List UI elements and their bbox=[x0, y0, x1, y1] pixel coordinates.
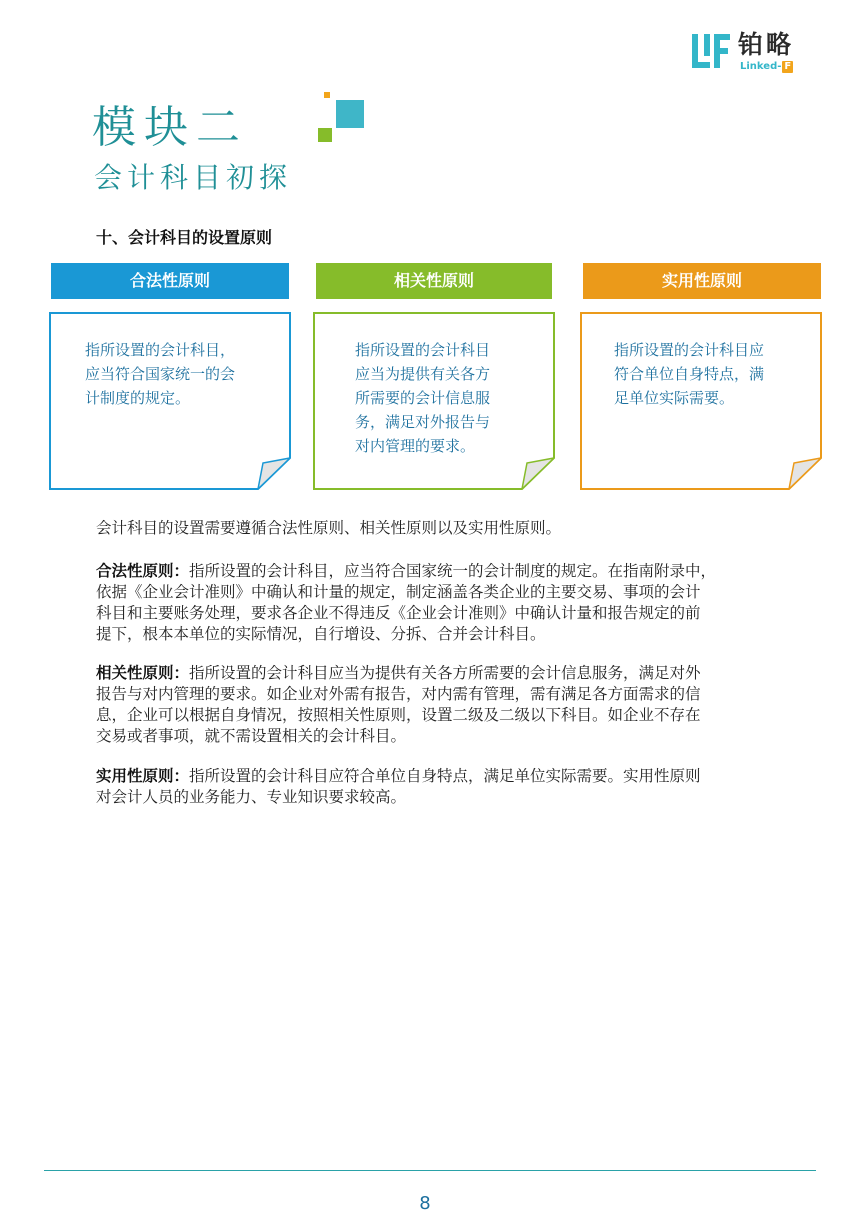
card-line: 足单位实际需要。 bbox=[614, 389, 735, 407]
logo-name-cn: 铂略 bbox=[738, 30, 795, 59]
practicality-card-text bbox=[614, 338, 764, 410]
relevance-paragraph bbox=[96, 663, 786, 747]
paragraph-line: 指所设置的会计科目应符合单位自身特点，满足单位实际需要。实用性原则 bbox=[189, 767, 701, 785]
card-line: 指所设置的会计科目， bbox=[85, 341, 236, 359]
card-line: 计制度的规定。 bbox=[85, 389, 191, 407]
footer-divider bbox=[44, 1170, 816, 1171]
section-heading: 十、会计科目的设置原则 bbox=[96, 228, 273, 247]
paragraph-line: 依据《企业会计准则》中确认和计量的规定，制定涵盖各类企业的主要交易、事项的会计 bbox=[96, 583, 701, 601]
paragraph-line: 息，企业可以根据自身情况，按照相关性原则，设置二级及二级以下科目。如企业不存在 bbox=[96, 706, 701, 724]
card-line: 符合单位自身特点，满 bbox=[614, 365, 765, 383]
page-number: 8 bbox=[419, 1193, 431, 1214]
card-line: 应当符合国家统一的会 bbox=[85, 365, 236, 383]
paragraph-line: 交易或者事项，就不需设置相关的会计科目。 bbox=[96, 727, 407, 745]
paragraph-line: 报告与对内管理的要求。如企业对外需有报告，对内需有管理，需有满足各方面需求的信 bbox=[96, 685, 701, 703]
paragraph-line: 科目和主要账务处理，要求各企业不得违反《企业会计准则》中确认计量和报告规定的前 bbox=[96, 604, 701, 622]
relevance-card-text bbox=[355, 338, 490, 458]
card-line: 应当为提供有关各方 bbox=[355, 365, 491, 383]
brand-logo bbox=[690, 28, 820, 78]
legality-header: 合法性原则 bbox=[51, 263, 289, 299]
paragraph-line: 提下，根本本单位的实际情况，自行增设、分拆、合并会计科目。 bbox=[96, 625, 546, 643]
card-line: 务，满足对外报告与 bbox=[355, 413, 491, 431]
paragraph-label: 合法性原则： bbox=[96, 562, 190, 580]
paragraph-line: 对会计人员的业务能力、专业知识要求较高。 bbox=[96, 788, 407, 806]
card-line: 指所设置的会计科目 bbox=[355, 341, 491, 359]
practicality-header: 实用性原则 bbox=[583, 263, 821, 299]
legality-paragraph bbox=[96, 561, 786, 645]
relevance-card bbox=[313, 312, 555, 490]
practicality-card bbox=[580, 312, 822, 490]
legality-card-text bbox=[85, 338, 235, 410]
logo-mark-icon bbox=[690, 32, 732, 72]
paragraph-line: 指所设置的会计科目应当为提供有关各方所需要的会计信息服务，满足对外 bbox=[189, 664, 701, 682]
practicality-paragraph bbox=[96, 766, 786, 808]
logo-f-box: F bbox=[784, 61, 792, 72]
paragraph-label: 相关性原则： bbox=[96, 664, 190, 682]
paragraph-label: 实用性原则： bbox=[96, 767, 190, 785]
logo-name-en: Linked- F bbox=[740, 61, 792, 72]
card-line: 所需要的会计信息服 bbox=[355, 389, 491, 407]
decorative-squares-icon bbox=[316, 88, 368, 146]
intro-paragraph: 会计科目的设置需要遵循合法性原则、相关性原则以及实用性原则。 bbox=[96, 519, 562, 537]
card-line: 对内管理的要求。 bbox=[355, 437, 476, 455]
legality-card bbox=[49, 312, 291, 490]
card-line: 指所设置的会计科目应 bbox=[614, 341, 765, 359]
paragraph-line: 指所设置的会计科目，应当符合国家统一的会计制度的规定。在指南附录中， bbox=[189, 562, 717, 580]
module-subtitle: 会计科目初探 bbox=[94, 161, 293, 194]
relevance-header: 相关性原则 bbox=[316, 263, 552, 299]
module-title: 模块二 bbox=[92, 102, 248, 153]
